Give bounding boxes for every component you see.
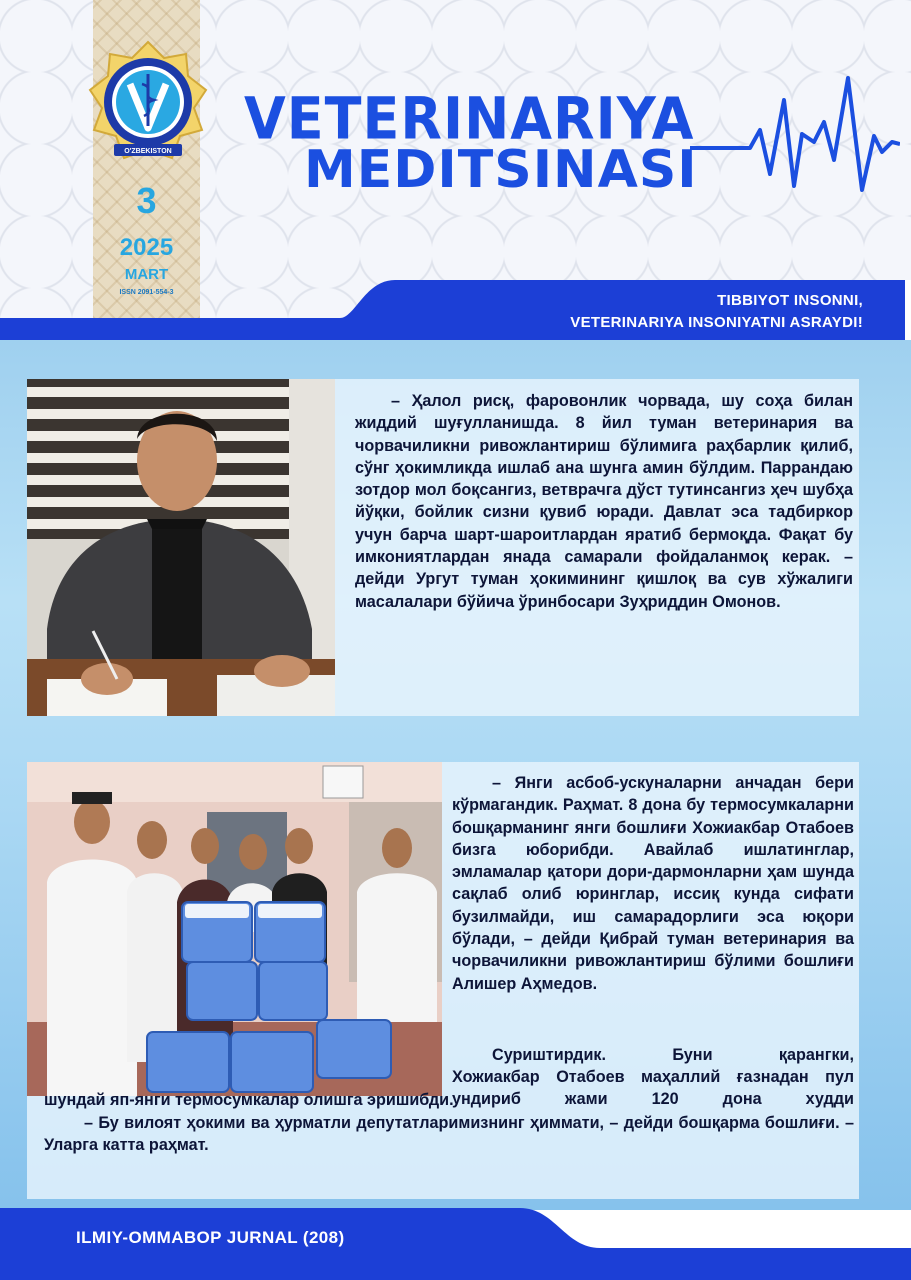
slogan-band [0, 278, 911, 344]
issue-month: MART [124, 266, 169, 283]
issn-label: ISSN 2091-554-3 [119, 289, 174, 296]
article-2-paragraph-1: – Янги асбоб-ускуналарни анчадан бери кўрмагандик. Раҳмат. 8 дона бу термосумкаларни бошқарманинг янги бошлиғи Хожиакбар Отабоев бизга юборибди. Авайлаб ишлатинглар, эмламалар қатори дори-дармонларни ҳам шунда сақлаб олиб юринглар, иссиқ кунда сифати бузилмайди, иш самарадорлиги эса юқори бўлади, – дейди Қибрай туман ветеринария ва чорвачиликни ривожлантириш бўлими бошлиғи Алишер Аҳмедов. [452, 774, 854, 993]
slogan-line-2: VETERINARIYA INSONIYATNI ASRAYDI! [570, 314, 863, 331]
article-2-paragraph-2-line-1: Суриштирдик. Буни қарангки, [492, 1046, 854, 1064]
journal-title-line-1: VETERINARIYA [244, 84, 695, 153]
article-1-text: – Ҳалол рисқ, фаровонлик чорвада, шу соҳа билан жиддий шуғулланишда. 8 йил туман ветеринария ва чорвачиликни ривожлантириш бўлимига раҳбарлик қилиб, сўнг ҳокимликда ишлаб ана шунга амин бўлдим. Паррандаю зотдор мол боқсангиз, ветврачга дўст тутинсангиз ҳеч шубҳа йўқки, бойлик сизни қувиб юради. Давлат эса тадбиркор учун барча шарт-шароитлардан яратиб бермоқда. Фақат бу имкониятлардан янада самарали фойдаланмоқ керак. – дейди Ургут туман ҳокимининг қишлоқ ва сув хўжалиги масалалари бўйича ўринбосари Зуҳриддин Омонов. [355, 392, 853, 611]
veterinary-emblem-icon [84, 40, 212, 164]
article-2-paragraph-2-line-3: шундай яп-янги термосумкалар олишга эришибди. [44, 1091, 454, 1109]
heartbeat-pulse-icon [690, 70, 900, 200]
issue-number: 3 [136, 180, 157, 221]
article-2-paragraph-3: – Бу вилоят ҳокими ва ҳурматли депутатларимизнинг ҳиммати, – дейди бошқарма бошлиғи. – Уларга катта раҳмат. [44, 1114, 854, 1155]
journal-footer-label: ILMIY-OMMABOP JURNAL (208) [76, 1228, 345, 1247]
journal-title-line-2: MEDITSINASI [304, 140, 698, 200]
official-portrait-photo [27, 379, 335, 716]
staff-with-thermal-boxes-photo [27, 762, 442, 1096]
article-2-paragraph-2-line-2: Хожиакбар Отабоев маҳаллий ғазнадан пул ундириб жами 120 дона худди [452, 1068, 854, 1109]
emblem-caption: O'ZBEKISTON [124, 148, 172, 155]
slogan-line-1: TIBBIYOT INSONNI, [717, 292, 863, 309]
issue-year: 2025 [119, 234, 174, 261]
